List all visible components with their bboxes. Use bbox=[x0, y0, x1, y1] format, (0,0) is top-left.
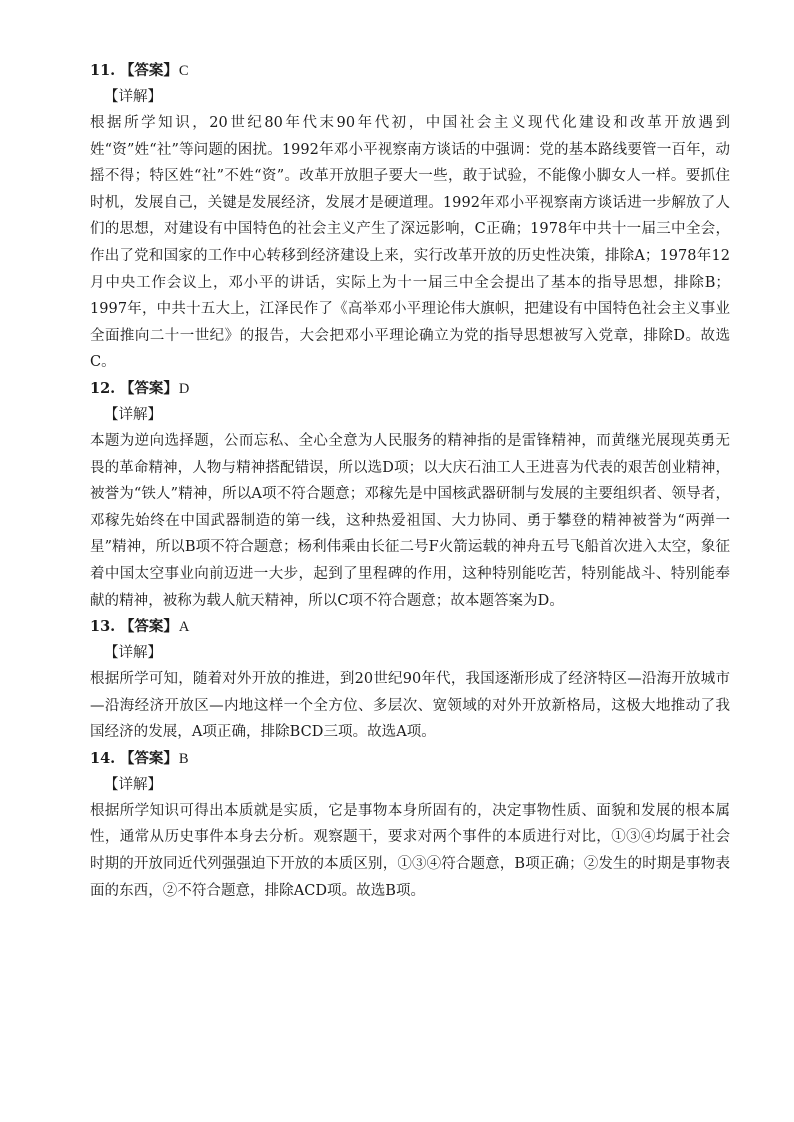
answer-value: A bbox=[178, 619, 190, 636]
question-number: 11. bbox=[90, 62, 116, 79]
question-header bbox=[90, 376, 730, 402]
detail-tag: 【详解】 bbox=[104, 89, 162, 105]
detail-tag: 【详解】 bbox=[104, 406, 162, 423]
detail-tag: 【详解】 bbox=[104, 776, 162, 793]
question-header bbox=[90, 58, 730, 84]
question-number: 12. bbox=[90, 379, 116, 397]
question-13 bbox=[90, 614, 730, 746]
question-number: 13. bbox=[90, 618, 116, 636]
answer-tag: 【答案】 bbox=[119, 618, 178, 636]
question-header bbox=[90, 746, 730, 772]
answer-tag: 【答案】 bbox=[119, 62, 178, 79]
question-number: 14. bbox=[90, 749, 116, 767]
question-12 bbox=[90, 376, 730, 614]
question-header bbox=[90, 614, 730, 640]
explanation-text: 本题为逆向选择题，公而忘私、全心全意为人民服务的精神指的是雷锋精神，而黄继光展现英勇无畏的革命精神，人物与精神搭配错误，所以选D项；以大庆石油工人王进喜为代表的艰苦创业精神，被誉为“铁人”精神，所以A项不符合题意；邓稼先是中国核武器研制与发展的主要组织者、领导者，邓稼先始终在中国武器制造的第一线，这种热爱祖国、大力协同、勇于攀登的精神被誉为“两弹一星”精神，所以B项不符合题意；杨利伟乘由长征二号F火箭运载的神舟五号飞船首次进入太空，象征着中国太空事业向前迈进一大步，起到了里程碑的作用，这种特别能吃苦，特别能战斗、特别能奉献的精神，被称为载人航天精神，所以C项不符合题意；故本题答案为D。 bbox=[90, 432, 730, 609]
answer-tag: 【答案】 bbox=[119, 749, 178, 767]
question-11 bbox=[90, 58, 730, 376]
explanation-text: 根据所学知识可得出本质就是实质，它是事物本身所固有的，决定事物性质、面貌和发展的根本属性，通常从历史事件本身去分析。观察题干，要求对两个事件的本质进行对比，①③④均属于社会时期的开放同近代列强强迫下开放的本质区别，①③④符合题意，B项正确；②发生的时期是事物表面的东西，②不符合题意，排除ACD项。故选B项。 bbox=[90, 802, 730, 899]
answer-tag: 【答案】 bbox=[119, 379, 178, 397]
explanation-text: 根据所学可知，随着对外开放的推进，到20世纪90年代，我国逐渐形成了经济特区—沿海开放城市—沿海经济开放区—内地这样一个全方位、多层次、宽领域的对外开放新格局，这极大地推动了我国经济的发展，A项正确，排除BCD三项。故选A项。 bbox=[90, 671, 730, 741]
answer-page bbox=[90, 58, 730, 904]
question-14 bbox=[90, 746, 730, 904]
detail-tag: 【详解】 bbox=[104, 645, 162, 662]
answer-value: B bbox=[178, 750, 189, 767]
answer-value: D bbox=[178, 380, 190, 397]
explanation-text: 根据所学知识，20世纪80年代末90年代初，中国社会主义现代化建设和改革开放遇到姓“资”姓“社”等问题的困扰。1992年邓小平视察南方谈话的中强调：党的基本路线要管一百年，动摇不得；特区姓“社”不姓“资”。改革开放胆子要大一些，敢于试验，不能像小脚女人一样。要抓住时机，发展自己，关键是发展经济，发展才是硬道理。1992年邓小平视察南方谈话进一步解放了人们的思想，对建设有中国特色的社会主义产生了深远影响，C正确；1978年中共十一届三中全会，作出了党和国家的工作中心转移到经济建设上来，实行改革开放的历史性决策，排除A；1978年12月中央工作会议上，邓小平的讲话，实际上为十一届三中全会提出了基本的指导思想，排除B；1997年，中共十五大上，江泽民作了《高举邓小平理论伟大旗帜，把建设有中国特色社会主义事业全面推向二十一世纪》的报告，大会把邓小平理论确立为党的指导思想被写入党章，排除D。故选C。 bbox=[90, 115, 730, 371]
answer-value: C bbox=[178, 63, 189, 79]
